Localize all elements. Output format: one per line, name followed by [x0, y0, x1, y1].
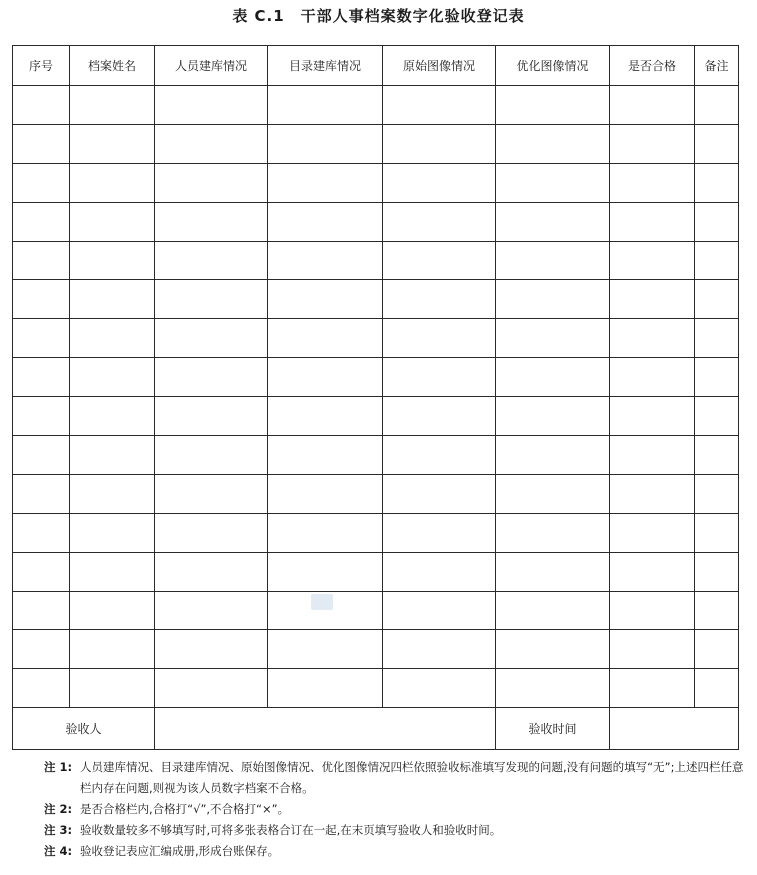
cell-remarks[interactable] — [695, 669, 739, 708]
cell-catalog-db[interactable] — [268, 669, 383, 708]
cell-serial[interactable] — [13, 630, 70, 669]
cell-original-image[interactable] — [383, 513, 496, 552]
footer-row — [13, 708, 739, 750]
cell-original-image[interactable] — [383, 124, 496, 163]
cell-personnel-db[interactable] — [155, 630, 268, 669]
cell-catalog-db[interactable] — [268, 124, 383, 163]
cell-serial[interactable] — [13, 86, 70, 125]
cell-serial[interactable] — [13, 669, 70, 708]
cell-qualified[interactable] — [610, 202, 695, 241]
col-header-original-image: 原始图像情况 — [383, 46, 496, 86]
table-row — [13, 86, 739, 125]
cell-personnel-db[interactable] — [155, 163, 268, 202]
col-header-serial: 序号 — [13, 46, 70, 86]
cell-catalog-db[interactable] — [268, 86, 383, 125]
note-label: 注 1: — [44, 760, 73, 774]
cell-qualified[interactable] — [610, 513, 695, 552]
cell-original-image[interactable] — [383, 552, 496, 591]
cell-optimized-image[interactable] — [496, 163, 610, 202]
inspector-label: 验收人 — [13, 708, 155, 750]
cell-optimized-image[interactable] — [496, 669, 610, 708]
cell-personnel-db[interactable] — [155, 474, 268, 513]
col-header-personnel-db: 人员建库情况 — [155, 46, 268, 86]
note-text: 人员建库情况、目录建库情况、原始图像情况、优化图像情况四栏依照验收标准填写发现的问题,没有问题的填写“无”;上述四栏任意栏内存在问题,则视为该人员数字档案不合格。 — [80, 760, 744, 795]
cell-file-name[interactable] — [70, 436, 155, 475]
cell-serial[interactable] — [13, 124, 70, 163]
note-item — [44, 841, 744, 862]
table-row — [13, 280, 739, 319]
cell-remarks[interactable] — [695, 202, 739, 241]
cell-original-image[interactable] — [383, 241, 496, 280]
cell-personnel-db[interactable] — [155, 669, 268, 708]
cell-personnel-db[interactable] — [155, 358, 268, 397]
cell-catalog-db[interactable] — [268, 280, 383, 319]
cell-catalog-db[interactable] — [268, 474, 383, 513]
cell-personnel-db[interactable] — [155, 397, 268, 436]
cell-optimized-image[interactable] — [496, 513, 610, 552]
cell-personnel-db[interactable] — [155, 436, 268, 475]
table-row — [13, 124, 739, 163]
cell-file-name[interactable] — [70, 630, 155, 669]
cell-optimized-image[interactable] — [496, 436, 610, 475]
col-header-catalog-db: 目录建库情况 — [268, 46, 383, 86]
cell-file-name[interactable] — [70, 513, 155, 552]
cell-serial[interactable] — [13, 358, 70, 397]
cell-optimized-image[interactable] — [496, 552, 610, 591]
cell-catalog-db[interactable] — [268, 241, 383, 280]
cell-personnel-db[interactable] — [155, 280, 268, 319]
cell-remarks[interactable] — [695, 241, 739, 280]
table-row — [13, 552, 739, 591]
cell-personnel-db[interactable] — [155, 86, 268, 125]
table-row — [13, 319, 739, 358]
cell-catalog-db[interactable] — [268, 163, 383, 202]
cell-serial[interactable] — [13, 397, 70, 436]
cell-original-image[interactable] — [383, 630, 496, 669]
table-row — [13, 397, 739, 436]
cell-file-name[interactable] — [70, 163, 155, 202]
cell-optimized-image[interactable] — [496, 358, 610, 397]
cell-catalog-db[interactable] — [268, 436, 383, 475]
cell-remarks[interactable] — [695, 513, 739, 552]
note-label: 注 2: — [44, 802, 73, 816]
cell-remarks[interactable] — [695, 163, 739, 202]
cell-original-image[interactable] — [383, 163, 496, 202]
cell-qualified[interactable] — [610, 280, 695, 319]
cell-serial[interactable] — [13, 319, 70, 358]
cell-original-image[interactable] — [383, 86, 496, 125]
note-item — [44, 757, 744, 799]
notes-section — [44, 757, 744, 862]
note-text: 验收登记表应汇编成册,形成台账保存。 — [80, 844, 280, 858]
note-item — [44, 820, 744, 841]
note-text: 验收数量较多不够填写时,可将多张表格合订在一起,在末页填写验收人和验收时间。 — [80, 823, 502, 837]
cell-serial[interactable] — [13, 436, 70, 475]
cell-file-name[interactable] — [70, 552, 155, 591]
note-text: 是否合格栏内,合格打“√”,不合格打“×”。 — [80, 802, 290, 816]
cell-original-image[interactable] — [383, 669, 496, 708]
cell-qualified[interactable] — [610, 124, 695, 163]
cell-remarks[interactable] — [695, 86, 739, 125]
inspection-time-field[interactable] — [610, 708, 739, 750]
cell-catalog-db[interactable] — [268, 319, 383, 358]
acceptance-register-table — [12, 45, 739, 750]
cell-file-name[interactable] — [70, 397, 155, 436]
col-header-remarks: 备注 — [695, 46, 739, 86]
cell-catalog-db[interactable] — [268, 513, 383, 552]
cell-remarks[interactable] — [695, 358, 739, 397]
inspector-field[interactable] — [155, 708, 496, 750]
cell-file-name[interactable] — [70, 669, 155, 708]
form-title: 表 C.1 干部人事档案数字化验收登记表 — [232, 7, 525, 25]
cell-qualified[interactable] — [610, 591, 695, 630]
cell-catalog-db[interactable] — [268, 552, 383, 591]
cell-personnel-db[interactable] — [155, 319, 268, 358]
cell-remarks[interactable] — [695, 397, 739, 436]
cell-remarks[interactable] — [695, 319, 739, 358]
col-header-file-name: 档案姓名 — [70, 46, 155, 86]
cell-catalog-db[interactable] — [268, 630, 383, 669]
cell-original-image[interactable] — [383, 319, 496, 358]
table-row — [13, 513, 739, 552]
cell-qualified[interactable] — [610, 163, 695, 202]
table-row — [13, 241, 739, 280]
cell-personnel-db[interactable] — [155, 124, 268, 163]
col-header-optimized-image: 优化图像情况 — [496, 46, 610, 86]
cell-personnel-db[interactable] — [155, 513, 268, 552]
cell-optimized-image[interactable] — [496, 86, 610, 125]
cell-remarks[interactable] — [695, 630, 739, 669]
cell-original-image[interactable] — [383, 397, 496, 436]
cell-serial[interactable] — [13, 202, 70, 241]
cell-remarks[interactable] — [695, 591, 739, 630]
cell-serial[interactable] — [13, 552, 70, 591]
cell-file-name[interactable] — [70, 591, 155, 630]
cell-file-name[interactable] — [70, 280, 155, 319]
cell-file-name[interactable] — [70, 241, 155, 280]
cell-original-image[interactable] — [383, 436, 496, 475]
inspection-time-label: 验收时间 — [496, 708, 610, 750]
cell-serial[interactable] — [13, 513, 70, 552]
cell-qualified[interactable] — [610, 358, 695, 397]
table-row — [13, 436, 739, 475]
cell-original-image[interactable] — [383, 280, 496, 319]
watermark-logo — [311, 594, 333, 610]
cell-qualified[interactable] — [610, 397, 695, 436]
cell-personnel-db[interactable] — [155, 241, 268, 280]
cell-serial[interactable] — [13, 163, 70, 202]
cell-catalog-db[interactable] — [268, 358, 383, 397]
cell-qualified[interactable] — [610, 552, 695, 591]
note-label: 注 3: — [44, 823, 73, 837]
note-item — [44, 799, 744, 820]
cell-optimized-image[interactable] — [496, 241, 610, 280]
cell-optimized-image[interactable] — [496, 397, 610, 436]
cell-serial[interactable] — [13, 280, 70, 319]
cell-personnel-db[interactable] — [155, 202, 268, 241]
table-row — [13, 630, 739, 669]
cell-qualified[interactable] — [610, 630, 695, 669]
cell-remarks[interactable] — [695, 436, 739, 475]
table-row — [13, 202, 739, 241]
cell-optimized-image[interactable] — [496, 319, 610, 358]
note-label: 注 4: — [44, 844, 73, 858]
cell-remarks[interactable] — [695, 552, 739, 591]
cell-file-name[interactable] — [70, 319, 155, 358]
cell-catalog-db[interactable] — [268, 202, 383, 241]
cell-serial[interactable] — [13, 474, 70, 513]
cell-qualified[interactable] — [610, 436, 695, 475]
cell-qualified[interactable] — [610, 86, 695, 125]
cell-optimized-image[interactable] — [496, 474, 610, 513]
cell-original-image[interactable] — [383, 358, 496, 397]
cell-file-name[interactable] — [70, 86, 155, 125]
cell-optimized-image[interactable] — [496, 124, 610, 163]
cell-file-name[interactable] — [70, 202, 155, 241]
cell-file-name[interactable] — [70, 358, 155, 397]
cell-original-image[interactable] — [383, 474, 496, 513]
cell-serial[interactable] — [13, 241, 70, 280]
col-header-qualified: 是否合格 — [610, 46, 695, 86]
cell-qualified[interactable] — [610, 241, 695, 280]
table-row — [13, 163, 739, 202]
cell-personnel-db[interactable] — [155, 552, 268, 591]
table-row — [13, 669, 739, 708]
cell-catalog-db[interactable] — [268, 397, 383, 436]
table-row — [13, 591, 739, 630]
header-row — [13, 46, 739, 86]
table-row — [13, 358, 739, 397]
cell-qualified[interactable] — [610, 474, 695, 513]
cell-remarks[interactable] — [695, 124, 739, 163]
cell-remarks[interactable] — [695, 474, 739, 513]
cell-personnel-db[interactable] — [155, 591, 268, 630]
cell-remarks[interactable] — [695, 280, 739, 319]
cell-file-name[interactable] — [70, 124, 155, 163]
cell-optimized-image[interactable] — [496, 202, 610, 241]
cell-qualified[interactable] — [610, 669, 695, 708]
cell-original-image[interactable] — [383, 202, 496, 241]
cell-qualified[interactable] — [610, 319, 695, 358]
cell-original-image[interactable] — [383, 591, 496, 630]
table-row — [13, 474, 739, 513]
cell-optimized-image[interactable] — [496, 591, 610, 630]
cell-optimized-image[interactable] — [496, 630, 610, 669]
cell-serial[interactable] — [13, 591, 70, 630]
cell-file-name[interactable] — [70, 474, 155, 513]
cell-optimized-image[interactable] — [496, 280, 610, 319]
